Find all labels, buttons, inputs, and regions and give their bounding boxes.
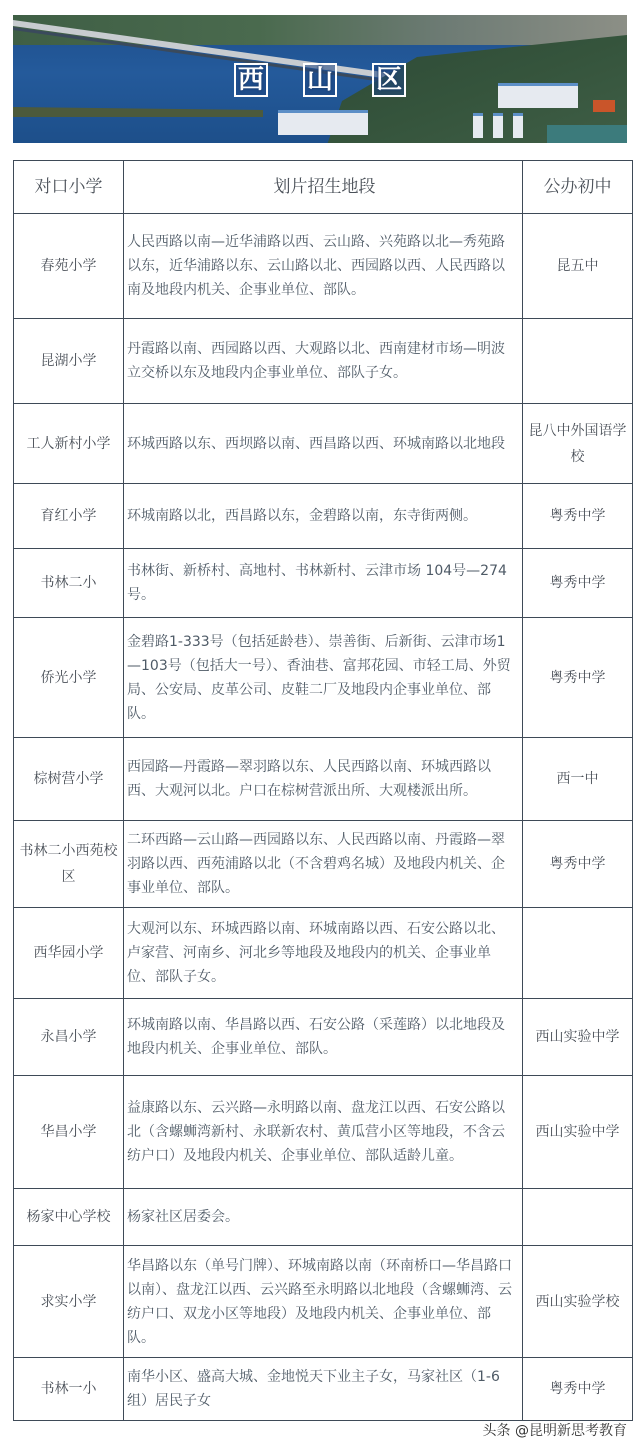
middle-school-cell [523,214,633,319]
table-row [14,484,633,549]
primary-school-cell [14,549,124,618]
middle-school-cell [523,1358,633,1421]
zone-cell-text: 丹霞路以南、西园路以西、大观路以北、西南建材市场—明波立交桥以东及地段内企事业单位、部队子女。 [127,341,505,381]
middle-school-cell [523,1246,633,1358]
zone-cell-text: 杨家社区居委会。 [127,1209,239,1225]
primary-school-cell-text: 书林二小西苑校区 [19,843,118,885]
middle-school-cell [523,484,633,549]
middle-school-cell-text: 昆八中外国语学校 [528,422,627,465]
table-row [14,1189,633,1246]
zone-cell [124,618,523,738]
zone-cell-text: 书林街、新桥村、高地村、书林新村、云津市场 104号—274号。 [127,563,507,603]
primary-school-cell [14,484,124,549]
zone-cell-text: 环城南路以北，西昌路以东，金碧路以南，东寺街两侧。 [127,508,477,524]
zone-cell-text: 人民西路以南—近华浦路以西、云山路、兴苑路以北—秀苑路以东，近华浦路以东、云山路以北、西园路以西、人民西路以南及地段内机关、企事业单位、部队。 [127,234,505,298]
primary-school-cell [14,1189,124,1246]
zone-cell [124,1189,523,1246]
middle-school-cell [523,1076,633,1189]
primary-school-cell [14,1076,124,1189]
zone-cell-text: 二环西路—云山路—西园路以东、人民西路以南、丹霞路—翠羽路以西、西苑浦路以北（不含碧鸡名城）及地段内机关、企事业单位、部队。 [127,832,505,896]
table-row [14,821,633,908]
middle-school-cell-text: 粤秀中学 [549,669,606,686]
zone-cell-text: 华昌路以东（单号门牌）、环城南路以南（环南桥口—华昌路口以南）、盘龙江以西、云兴路至永明路以北地段（含螺蛳湾、云纺户口、双龙小区等地段）及地段内机关、企事业单位、部队。 [127,1257,512,1346]
zone-cell-text: 环城南路以南、华昌路以西、石安公路（采莲路）以北地段及地段内机关、企事业单位、部队。 [127,1017,505,1057]
primary-school-cell-text: 书林二小 [40,575,97,591]
enrollment-zone-table [13,160,633,1421]
header-zone: 划片招生地段 [124,161,523,214]
middle-school-cell-text: 粤秀中学 [549,1381,606,1397]
primary-school-cell-text: 昆湖小学 [40,353,97,369]
banner-building [513,113,523,138]
primary-school-cell [14,999,124,1076]
middle-school-cell-text: 粤秀中学 [549,856,606,872]
middle-school-cell [523,738,633,821]
middle-school-cell [523,999,633,1076]
table-row [14,214,633,319]
primary-school-cell-text: 棕树营小学 [33,771,104,787]
zone-cell [124,404,523,484]
banner-pavilion [593,100,615,112]
table-row [14,738,633,821]
zone-cell [124,908,523,999]
table-row [14,908,633,999]
zone-cell-text: 南华小区、盛高大城、金地悦天下业主子女，马家社区（1-6组）居民子女 [127,1369,500,1409]
zone-cell-text: 金碧路1-333号（包括延龄巷）、崇善街、后新街、云津市场1—103号（包括大一号）、香油巷、富邦花园、市轻工局、外贸局、公安局、皮革公司、皮鞋二厂及地段内企事业单位、部队。 [127,633,511,722]
district-title-char: 西 [234,63,268,97]
table-row [14,999,633,1076]
watermark: 头条 @昆明新思考教育 [482,1423,627,1439]
primary-school-cell-text: 侨光小学 [40,669,97,686]
primary-school-cell [14,214,124,319]
banner-building [278,110,368,135]
banner-building [493,113,503,138]
primary-school-cell [14,738,124,821]
middle-school-cell-text: 西山实验中学 [535,1029,620,1045]
banner-water [547,125,627,143]
primary-school-cell-text: 春苑小学 [40,258,97,274]
zone-cell [124,484,523,549]
zone-cell [124,999,523,1076]
primary-school-cell-text: 育红小学 [40,508,97,524]
table-header-row [14,161,633,214]
primary-school-cell [14,618,124,738]
zone-cell-text: 西园路—丹霞路—翠羽路以东、人民西路以南、环城西路以西、大观河以北。户口在棕树营派出所、大观楼派出所。 [127,759,491,799]
primary-school-cell [14,821,124,908]
table-row [14,1076,633,1189]
middle-school-cell-text: 昆五中 [556,258,599,274]
header-primary-school: 对口小学 [14,161,124,214]
middle-school-cell [523,618,633,738]
zone-cell [124,1358,523,1421]
middle-school-cell [523,549,633,618]
middle-school-cell [523,1189,633,1246]
middle-school-cell-text: 西山实验学校 [535,1293,620,1310]
zone-cell-text: 环城西路以东、西坝路以南、西昌路以西、环城南路以北地段 [127,435,505,452]
primary-school-cell-text: 华昌小学 [40,1124,97,1140]
middle-school-cell [523,821,633,908]
table-body [14,214,633,1421]
primary-school-cell-text: 工人新村小学 [26,435,111,452]
header-middle-school: 公办初中 [523,161,633,214]
middle-school-cell-text: 粤秀中学 [549,575,606,591]
primary-school-cell-text: 永昌小学 [40,1029,97,1045]
primary-school-cell [14,319,124,404]
zone-cell [124,1076,523,1189]
banner-building [473,113,483,138]
primary-school-cell [14,1246,124,1358]
zone-cell [124,821,523,908]
middle-school-cell-text: 粤秀中学 [549,508,606,524]
table-row [14,549,633,618]
district-title-char: 区 [372,63,406,97]
middle-school-cell [523,404,633,484]
district-banner-image [13,15,627,143]
zone-cell-text: 益康路以东、云兴路—永明路以南、盘龙江以西、石安公路以北（含螺蛳湾新村、永联新农村、黄瓜营小区等地段，不含云纺户口）及地段内机关、企事业单位、部队适龄儿童。 [127,1100,505,1164]
table-row [14,319,633,404]
district-title [13,63,627,97]
zone-cell-text: 大观河以东、环城西路以南、环城南路以西、石安公路以北、卢家营、河南乡、河北乡等地段及地段内的机关、企事业单位、部队子女。 [127,921,505,985]
middle-school-cell [523,908,633,999]
zone-cell [124,214,523,319]
primary-school-cell-text: 书林一小 [40,1381,97,1397]
primary-school-cell-text: 杨家中心学校 [26,1209,111,1225]
zone-cell [124,738,523,821]
middle-school-cell [523,319,633,404]
zone-cell [124,549,523,618]
table-row [14,1358,633,1421]
table-row [14,618,633,738]
middle-school-cell-text: 西一中 [556,771,599,787]
zone-cell [124,319,523,404]
primary-school-cell [14,404,124,484]
banner-spit [13,107,263,117]
primary-school-cell [14,908,124,999]
primary-school-cell [14,1358,124,1421]
district-title-char: 山 [303,63,337,97]
middle-school-cell-text: 西山实验中学 [535,1124,620,1140]
table-row [14,404,633,484]
primary-school-cell-text: 西华园小学 [33,945,104,961]
primary-school-cell-text: 求实小学 [40,1293,97,1310]
zone-cell [124,1246,523,1358]
table-row [14,1246,633,1358]
